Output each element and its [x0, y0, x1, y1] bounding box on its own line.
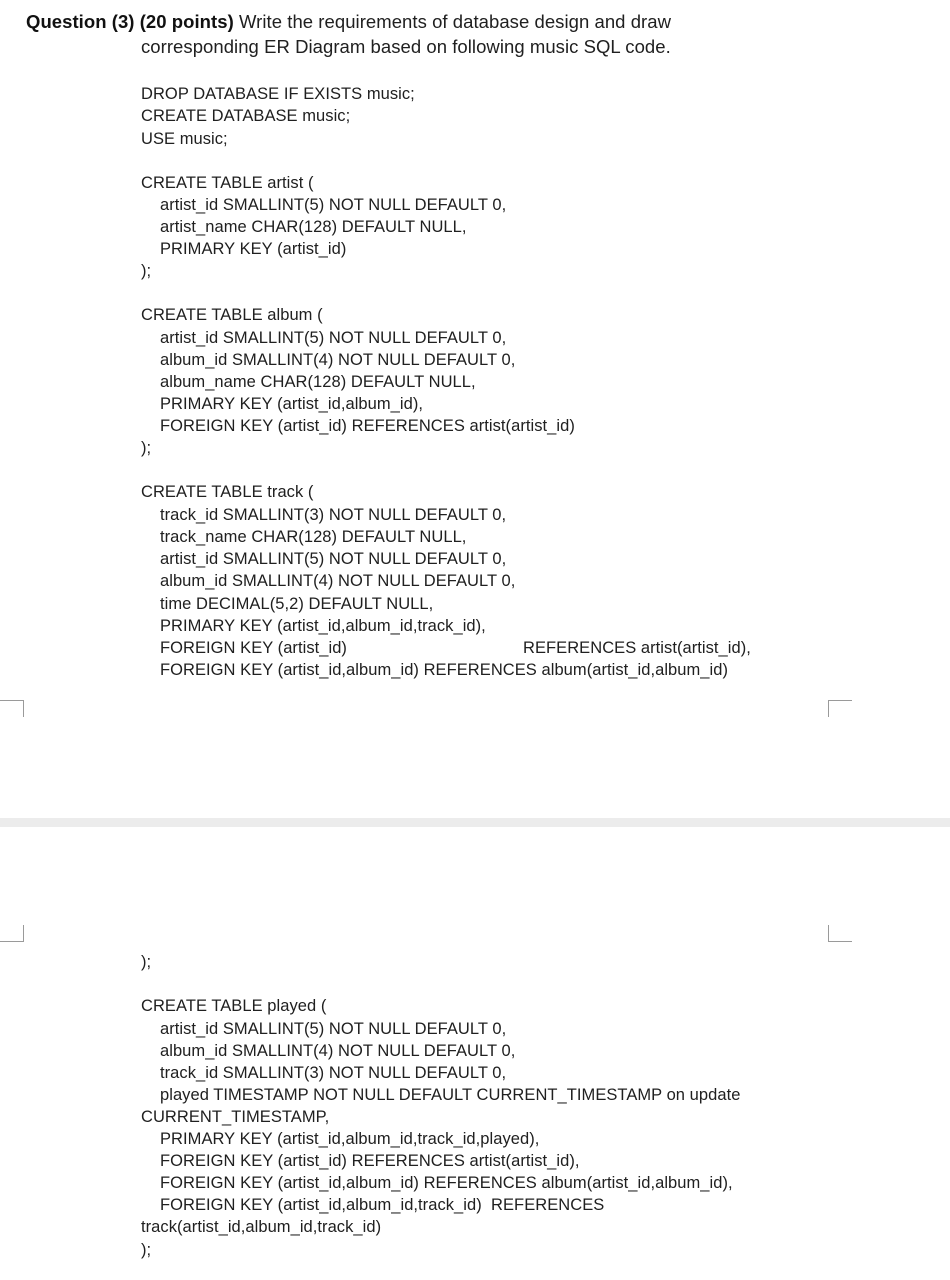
sql-column-line: FOREIGN KEY (artist_id) REFERENCES artist(artist_id),: [160, 1152, 580, 1170]
sql-table-header-artist: CREATE TABLE artist (: [141, 174, 314, 192]
sql-setup-line: DROP DATABASE IF EXISTS music;: [141, 85, 415, 103]
sql-column-line: album_id SMALLINT(4) NOT NULL DEFAULT 0,: [160, 351, 516, 369]
sql-column-line: track_name CHAR(128) DEFAULT NULL,: [160, 528, 467, 546]
sql-table-header-track: CREATE TABLE track (: [141, 483, 314, 501]
sql-foreign-key-line: FOREIGN KEY (artist_id,album_id) REFERENCES album(artist_id,album_id): [160, 661, 728, 679]
sql-table-close: );: [141, 439, 152, 457]
sql-wrapped-line: CURRENT_TIMESTAMP,: [141, 1108, 330, 1126]
sql-column-line: FOREIGN KEY (artist_id,album_id) REFERENCES album(artist_id,album_id),: [160, 1174, 733, 1192]
sql-table-header-album: CREATE TABLE album (: [141, 306, 323, 324]
sql-column-line: PRIMARY KEY (artist_id,album_id),: [160, 395, 424, 413]
sql-column-line: track_id SMALLINT(3) NOT NULL DEFAULT 0,: [160, 506, 507, 524]
sql-foreign-key-left: FOREIGN KEY (artist_id): [160, 639, 347, 657]
sql-column-line: track_id SMALLINT(3) NOT NULL DEFAULT 0,: [160, 1064, 507, 1082]
sql-foreign-key-right: REFERENCES artist(artist_id),: [523, 639, 751, 657]
sql-table-header-played: CREATE TABLE played (: [141, 997, 327, 1015]
crop-mark: [0, 925, 24, 942]
sql-column-line: album_id SMALLINT(4) NOT NULL DEFAULT 0,: [160, 572, 516, 590]
sql-column-line: artist_id SMALLINT(5) NOT NULL DEFAULT 0,: [160, 550, 507, 568]
question-text-line-1: Write the requirements of database design and draw: [233, 11, 672, 32]
sql-table-close: );: [141, 953, 152, 971]
sql-table-close: );: [141, 1241, 152, 1259]
sql-column-line: played TIMESTAMP NOT NULL DEFAULT CURRENT_TIMESTAMP on update: [160, 1086, 741, 1104]
crop-mark: [828, 925, 852, 942]
sql-table-close: );: [141, 262, 152, 280]
sql-column-line: FOREIGN KEY (artist_id,album_id,track_id) REFERENCES: [160, 1196, 605, 1214]
sql-column-line: PRIMARY KEY (artist_id): [160, 240, 347, 258]
sql-column-line: PRIMARY KEY (artist_id,album_id,track_id),: [160, 617, 486, 635]
sql-column-line: time DECIMAL(5,2) DEFAULT NULL,: [160, 595, 434, 613]
sql-column-line: PRIMARY KEY (artist_id,album_id,track_id,played),: [160, 1130, 540, 1148]
sql-column-line: album_id SMALLINT(4) NOT NULL DEFAULT 0,: [160, 1042, 516, 1060]
sql-column-line: FOREIGN KEY (artist_id) REFERENCES artist(artist_id): [160, 417, 575, 435]
sql-column-line: artist_id SMALLINT(5) NOT NULL DEFAULT 0,: [160, 329, 507, 347]
sql-setup-line: USE music;: [141, 130, 228, 148]
sql-column-line: artist_id SMALLINT(5) NOT NULL DEFAULT 0,: [160, 1020, 507, 1038]
page-separator: [0, 818, 950, 827]
question-label: Question (3) (20 points): [26, 11, 234, 32]
sql-setup-line: CREATE DATABASE music;: [141, 107, 351, 125]
crop-mark: [828, 700, 852, 717]
sql-column-line: album_name CHAR(128) DEFAULT NULL,: [160, 373, 476, 391]
sql-column-line: artist_name CHAR(128) DEFAULT NULL,: [160, 218, 467, 236]
question-heading: [26, 10, 671, 34]
sql-wrapped-line: track(artist_id,album_id,track_id): [141, 1218, 382, 1236]
crop-mark: [0, 700, 24, 717]
sql-column-line: artist_id SMALLINT(5) NOT NULL DEFAULT 0,: [160, 196, 507, 214]
question-text-line-2: corresponding ER Diagram based on following music SQL code.: [141, 36, 671, 57]
